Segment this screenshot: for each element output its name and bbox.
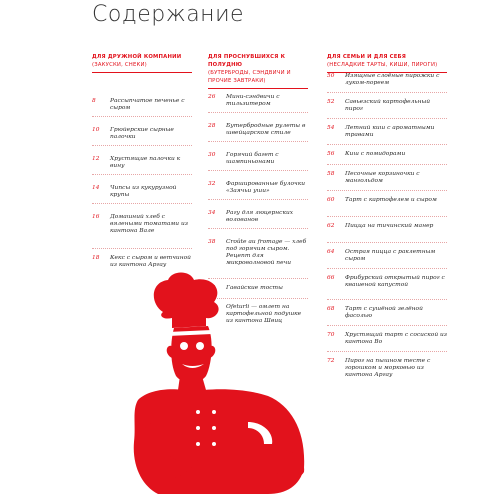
divider xyxy=(327,216,447,217)
chef-illustration xyxy=(128,272,328,494)
page-number: 18 xyxy=(92,255,100,261)
recipe-title: Савьезский картофельный пирог xyxy=(345,99,431,112)
recipe-title: Бутербродные рулеты в швейцарском стиле xyxy=(226,123,306,136)
column-rule xyxy=(92,72,192,73)
recipe-title: Гавайские тосты xyxy=(226,285,283,291)
divider xyxy=(327,118,447,119)
column-rule xyxy=(208,88,308,89)
recipe-title: Домашний хлеб с вялеными томатами из кантона Вале xyxy=(110,214,188,234)
page-number: 56 xyxy=(327,151,335,157)
divider xyxy=(327,190,447,191)
recipe-title: Фаршированные булочки «Заячьи уши» xyxy=(226,181,306,194)
recipe-title: Тарт с сушёной зелёной фасолью xyxy=(345,306,423,319)
recipe-title: Рассыпчатое печенье с сыром xyxy=(110,98,185,111)
page-number: 54 xyxy=(327,125,335,131)
recipe-title: Ofeturli — омлет на картофельной подушке из кантона Швиц xyxy=(226,304,302,324)
column-heading: ДЛЯ СЕМЬИ И ДЛЯ СЕБЯ (НЕСЛАДКИЕ ТАРТЫ, КИШИ, ПИРОГИ) xyxy=(327,54,438,68)
divider xyxy=(208,112,308,113)
page-number: 34 xyxy=(208,210,216,216)
page-number: 26 xyxy=(208,94,216,100)
page-number: 60 xyxy=(327,197,335,203)
divider xyxy=(327,351,447,352)
column-heading: ДЛЯ ПРОСНУВШИХСЯ К ПОЛУДНЮ (БУТЕРБРОДЫ, СЭНДВИЧИ И ПРОЧИЕ ЗАВТРАКИ) xyxy=(208,54,291,84)
recipe-title: Острая пицца с раклетным сыром xyxy=(345,249,436,262)
divider xyxy=(92,116,192,117)
recipe-title: Пицца на тичинский манер xyxy=(345,223,434,229)
page-number: 68 xyxy=(327,306,335,312)
page-number: 12 xyxy=(92,156,100,162)
page-number: 10 xyxy=(92,127,100,133)
page-number: 38 xyxy=(208,239,216,245)
page-title: Содержание xyxy=(92,2,245,27)
page-number: 8 xyxy=(92,98,96,104)
recipe-title: Мини-сэндвичи с тильзитером xyxy=(226,94,280,107)
toc-column-friends xyxy=(92,53,192,268)
divider xyxy=(327,242,447,243)
page-number: 72 xyxy=(327,358,335,364)
recipe-title: Тарт с картофелем и сыром xyxy=(345,197,437,203)
recipe-title: Киш с помидорами xyxy=(345,151,406,157)
recipe-title: Croûte au fromage — хлеб под горячим сыром. Рецепт для микроволновой печи xyxy=(226,239,307,266)
page-number: 30 xyxy=(208,152,216,158)
page-number: 64 xyxy=(327,249,335,255)
button-icon xyxy=(196,410,200,414)
recipe-title: Фрибурский открытый пирог с квашеной капустой xyxy=(345,275,445,288)
recipe-title: Изящные слоёные пирожки с луком-пореем xyxy=(345,73,440,86)
divider xyxy=(208,170,308,171)
divider xyxy=(327,144,447,145)
page-number: 52 xyxy=(327,99,335,105)
column-heading: ДЛЯ ДРУЖНОЙ КОМПАНИИ (ЗАКУСКИ, СНЕКИ) xyxy=(92,54,182,68)
page-number: 58 xyxy=(327,171,335,177)
recipe-title: Чипсы из кукурузной крупы xyxy=(110,185,177,198)
divider xyxy=(92,145,192,146)
recipe-title: Хрустящий тарт с сосиской из кантона Во xyxy=(345,332,447,345)
recipe-title: Рагу для люцернских волованов xyxy=(226,210,294,223)
recipe-title: Хрустящие палочки к вину xyxy=(110,156,181,169)
page-number: 28 xyxy=(208,123,216,129)
recipe-title: Пирог на пышном тесте с горошком и морковью из кантона Аргау xyxy=(345,358,431,378)
toc-column-brunch xyxy=(208,53,308,324)
divider xyxy=(208,228,308,229)
recipe-title: Грюйерские сырные палочки xyxy=(110,127,174,140)
page-number: 50 xyxy=(327,73,335,79)
button-icon xyxy=(196,442,200,446)
divider xyxy=(208,199,308,200)
divider xyxy=(92,248,192,249)
page-number: 70 xyxy=(327,332,335,338)
button-icon xyxy=(212,410,216,414)
page-number: 16 xyxy=(92,214,100,220)
button-icon xyxy=(196,426,200,430)
eye-icon xyxy=(196,342,204,350)
chef-icon xyxy=(134,273,304,495)
page-number: 62 xyxy=(327,223,335,229)
divider xyxy=(327,92,447,93)
divider xyxy=(92,203,192,204)
divider xyxy=(208,141,308,142)
recipe-title: Песочные корзиночки с мангольдом xyxy=(345,171,420,184)
toc-column-family xyxy=(327,53,447,378)
eye-icon xyxy=(180,342,188,350)
divider xyxy=(327,268,447,269)
page-number: 66 xyxy=(327,275,335,281)
button-icon xyxy=(212,426,216,430)
recipe-title: Кекс с сыром и ветчиной из кантона Аргау xyxy=(110,255,191,268)
page-number: 14 xyxy=(92,185,100,191)
divider xyxy=(327,325,447,326)
recipe-title: Горячий багет с шампиньонами xyxy=(226,152,279,165)
divider xyxy=(327,299,447,300)
page-number: 32 xyxy=(208,181,216,187)
recipe-title: Летний киш с ароматными травами xyxy=(345,125,435,138)
button-icon xyxy=(212,442,216,446)
divider xyxy=(92,174,192,175)
divider xyxy=(327,164,447,165)
